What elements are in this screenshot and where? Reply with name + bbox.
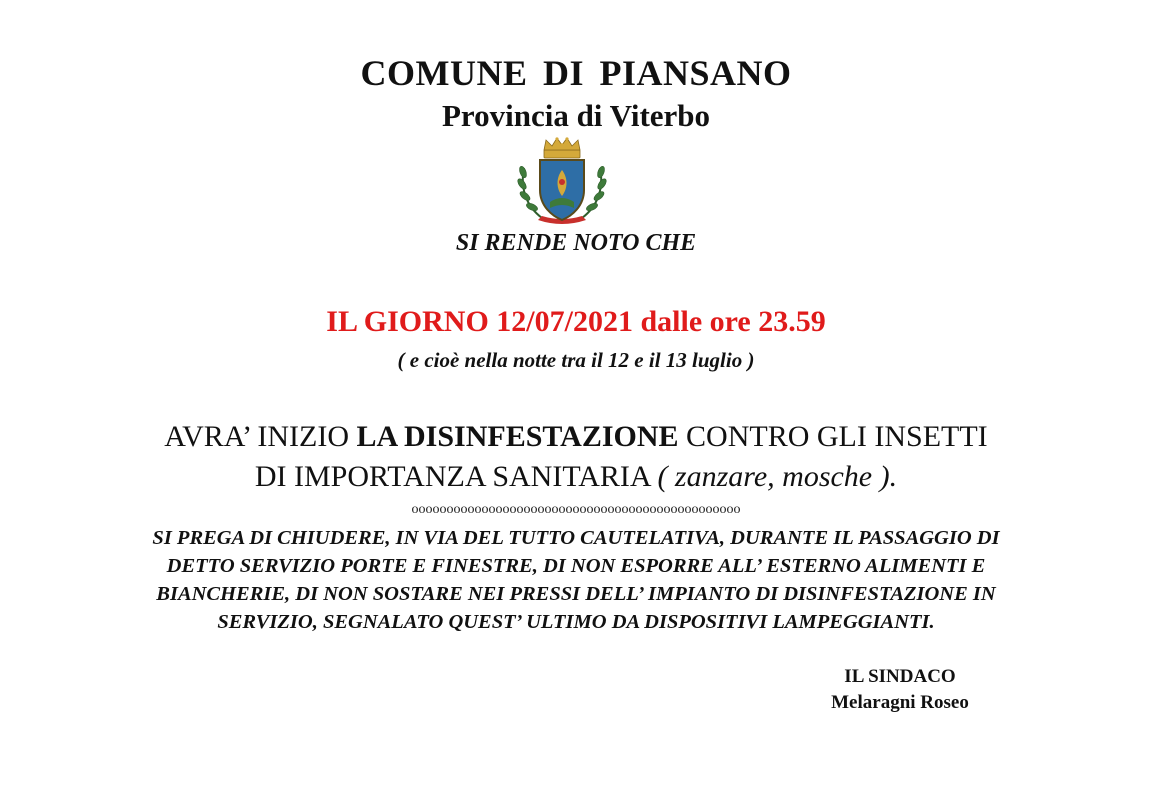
separator-line: ooooooooooooooooooooooooooooooooooooooooooooooo (411, 502, 741, 517)
announcement-line-1 (0, 420, 1152, 454)
signature-name: Melaragni Roseo (831, 692, 969, 713)
event-date-line: IL GIORNO 12/07/2021 dalle ore 23.59 (326, 305, 826, 338)
warning-line: DETTO SERVIZIO PORTE E FINESTRE, DI NON ESPORRE ALL’ ESTERNO ALIMENTI E (166, 555, 986, 577)
warning-line: BIANCHERIE, DI NON SOSTARE NEI PRESSI DELL’ IMPIANTO DI DISINFESTAZIONE IN (156, 583, 996, 605)
warning-paragraph (40, 524, 1112, 636)
warning-line: SI PREGA DI CHIUDERE, IN VIA DEL TUTTO CAUTELATIVA, DURANTE IL PASSAGGIO DI (152, 527, 1000, 549)
announcement-line-2-prefix: DI IMPORTANZA SANITARIA (254, 460, 658, 493)
notice-heading: SI RENDE NOTO CHE (455, 230, 697, 256)
event-night-note: ( e cioè nella notte tra il 12 e il 13 luglio ) (397, 348, 755, 372)
announcement-line-2 (0, 460, 1152, 494)
signature-block (800, 664, 1000, 716)
warning-line: SERVIZIO, SEGNALATO QUEST’ ULTIMO DA DISPOSITIVI LAMPEGGIANTI. (217, 611, 935, 633)
province-subtitle: Provincia di Viterbo (441, 98, 711, 133)
municipality-title: COMUNE DI PIANSANO (360, 53, 792, 93)
municipal-coat-of-arms-icon (512, 136, 612, 228)
signature-role: IL SINDACO (844, 666, 956, 687)
announcement-line-1-prefix: AVRA’ INIZIO (164, 420, 357, 453)
announcement-line-1-suffix: CONTRO GLI INSETTI (678, 420, 988, 453)
announcement-line-1-bold: LA DISINFESTAZIONE (356, 420, 679, 453)
announcement-line-2-italic: ( zanzare, mosche ). (657, 460, 898, 493)
